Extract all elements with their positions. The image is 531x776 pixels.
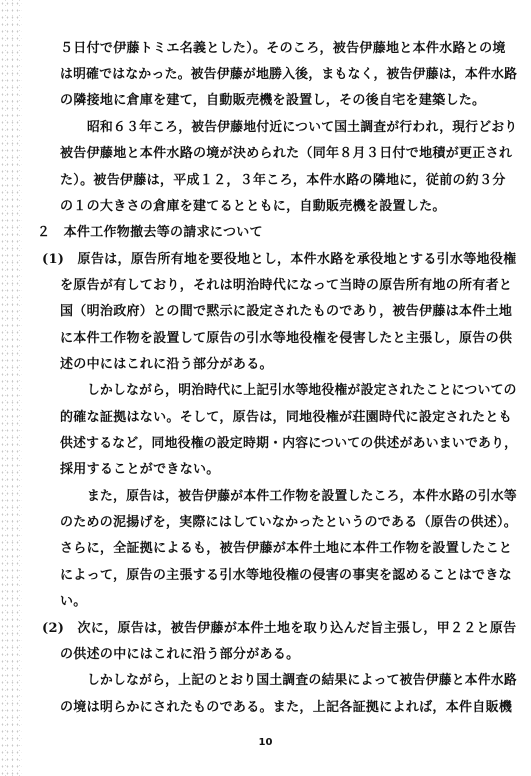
text-line: また，原告は，被告伊藤が本件工作物を設置したころ，本件水路の引水等 — [87, 489, 517, 504]
text-line: に本件工作物を設置して原告の引水等地役権を侵害したと主張し，原告の供 — [60, 331, 513, 346]
text-line: 採用することができない。 — [60, 462, 220, 477]
text-line: 述の中にはこれに沿う部分がある。 — [60, 357, 273, 372]
text-line: しかしながら，明治時代に上記引水等地役権が設定されたことについての — [87, 383, 517, 398]
text-line: (1) 原告は，原告所有地を要役地とし，本件水路を承役地とする引水等地役権 — [42, 252, 517, 267]
section-heading: ２ 本件工作物撤去等の請求について — [37, 225, 263, 240]
text-line: を原告が有しており，それは明治時代になって当時の原告所有地の所有者と — [60, 278, 513, 293]
text-line: 的確な証拠はない。そして，原告は，同地役権が荘園時代に設定されたとも — [60, 410, 512, 425]
text-line: 供述するなど，同地役権の設定時期・内容についての供述があいまいであり， — [60, 436, 518, 451]
text-line: た）。被告伊藤は，平成１２，３年ころ，本件水路の隣地に，従前の約３分 — [60, 173, 506, 188]
text-line: 被告伊藤地と本件水路の境が決められた（同年８月３日付で地積が更正され — [60, 146, 513, 161]
text-line: 昭和６３年ころ，被告伊藤地付近について国土調査が行われ，現行どおり — [87, 120, 518, 135]
text-line: の境は明らかにされたものである。また，上記各証拠によれば，本件自販機 — [60, 700, 513, 715]
text-line: ５日付で伊藤トミエ名義とした）。そのころ，被告伊藤地と本件水路との境 — [60, 41, 506, 56]
text-line: の１の大きさの倉庫を建てるとともに，自動販売機を設置した。 — [60, 199, 446, 214]
text-line: の隣接地に倉庫を建て，自動販売機を設置し，その後自宅を建築した。 — [60, 93, 486, 108]
text-line: のための泥揚げを，実際にはしていなかったというのである（原告の供述）。 — [60, 515, 517, 530]
page-number: 10 — [258, 737, 273, 748]
text-line: (2) 次に，原告は，被告伊藤が本件土地を取り込んだ旨主張し，甲２２と原告 — [42, 621, 517, 636]
text-line: の供述の中にはこれに沿う部分がある。 — [60, 647, 300, 662]
text-line: は明確ではなかった。被告伊藤が地勝入後，まもなく，被告伊藤は，本件水路 — [60, 67, 518, 82]
scan-edge-noise — [0, 0, 22, 776]
text-line: さらに，全証拠によるも，被告伊藤が本件土地に本件工作物を設置したこと — [60, 541, 513, 556]
text-line: しかしながら，上記のとおり国土調査の結果によって被告伊藤と本件水路 — [87, 673, 517, 688]
text-line: によって，原告の主張する引水等地役権の侵害の事実を認めることはできな — [60, 568, 512, 583]
text-line: 国（明治政府）との間で黙示に設定されたものであり，被告伊藤は本件土地 — [60, 304, 513, 319]
text-line: い。 — [60, 594, 87, 609]
